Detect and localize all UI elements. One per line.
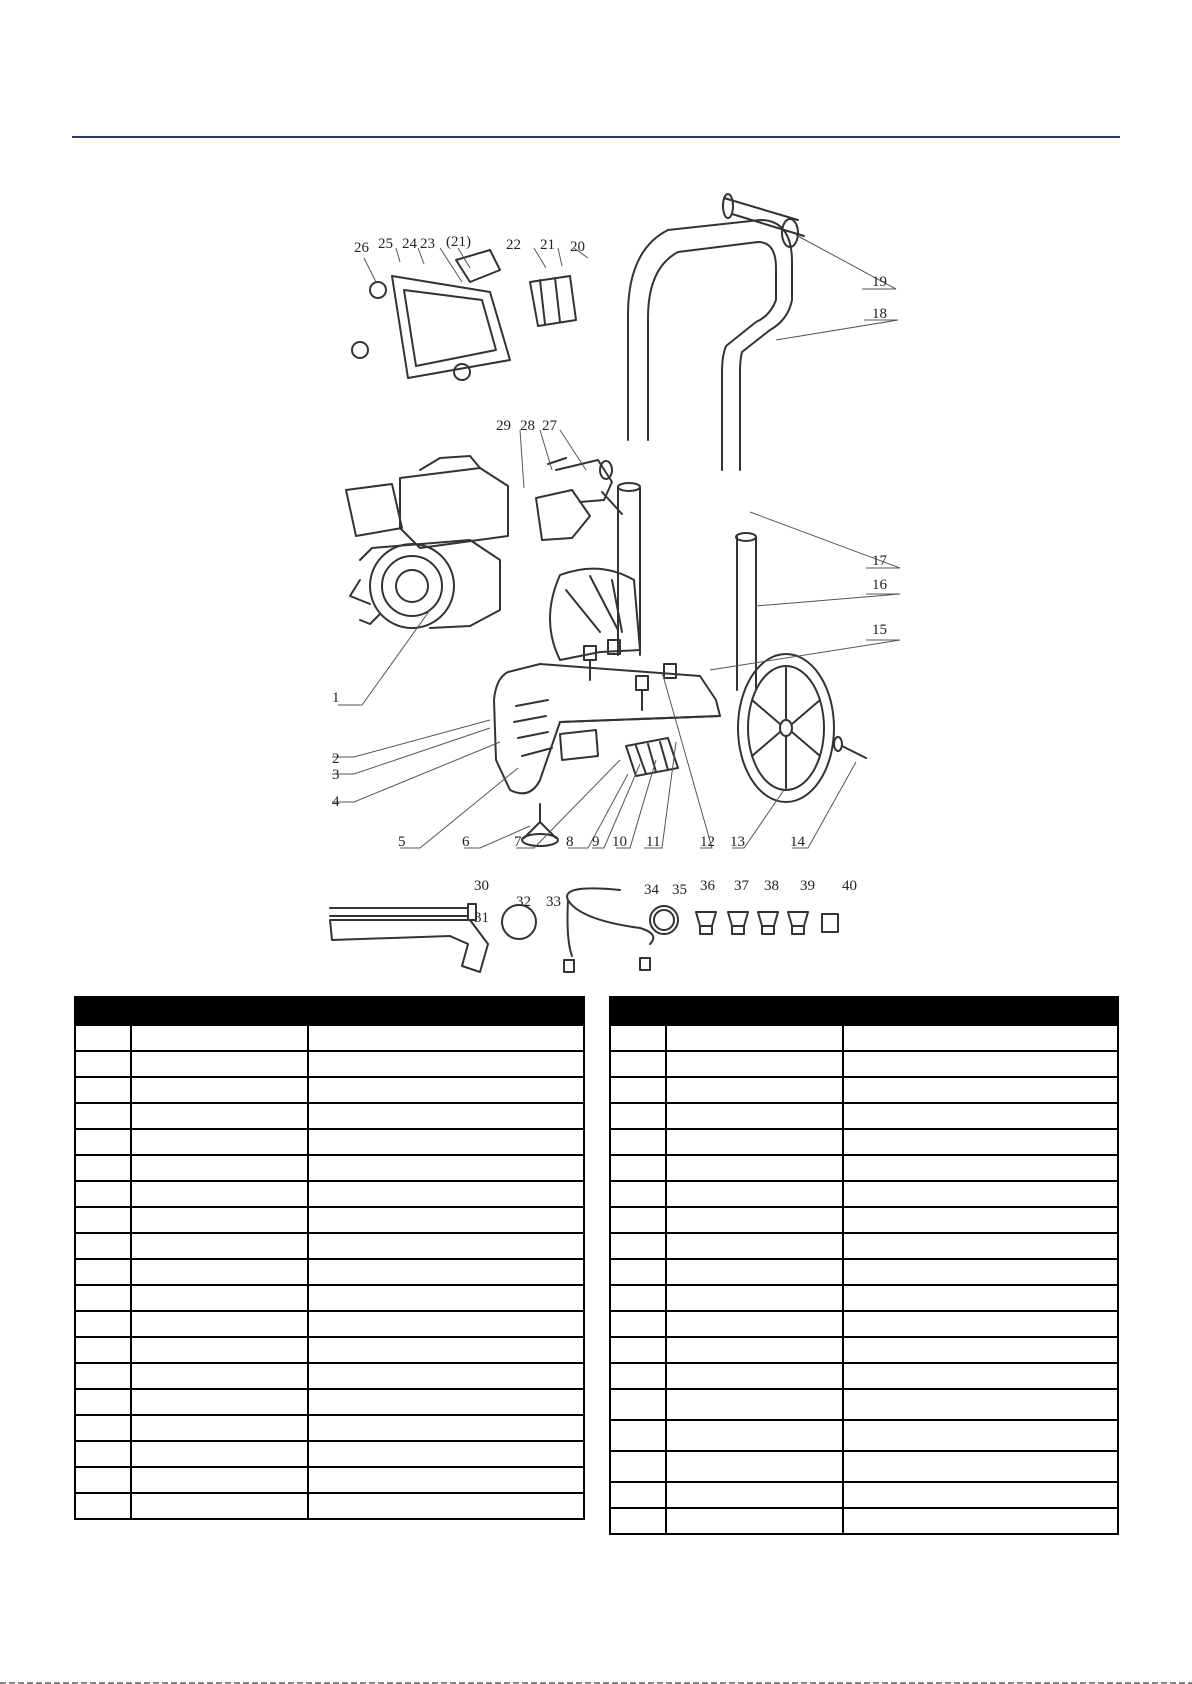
- callout-26: 26: [354, 240, 369, 256]
- table-cell: [131, 1103, 308, 1129]
- table-cell: [843, 1155, 1118, 1181]
- table-row: [610, 1233, 1118, 1259]
- table-cell: [843, 1181, 1118, 1207]
- table-row: [610, 1155, 1118, 1181]
- foot-parts: [522, 640, 676, 846]
- table-cell: [75, 1181, 131, 1207]
- table-cell: [75, 1025, 131, 1051]
- table-cell: [75, 1389, 131, 1415]
- control-panel-plate: [352, 250, 576, 380]
- table-cell: [308, 1259, 584, 1285]
- callout-32: 32: [516, 894, 531, 910]
- callout-1: 1: [332, 690, 340, 706]
- table-cell: [131, 1155, 308, 1181]
- table-row: [610, 1077, 1118, 1103]
- table-row: [75, 1363, 584, 1389]
- table-cell: [610, 1103, 666, 1129]
- table-cell: [308, 1233, 584, 1259]
- table-cell: [131, 1259, 308, 1285]
- table-cell: [610, 1311, 666, 1337]
- callout-5: 5: [398, 834, 406, 850]
- table-row: [610, 1508, 1118, 1534]
- wheel-front: [738, 654, 866, 802]
- table-cell: [308, 1415, 584, 1441]
- table-row: [610, 1129, 1118, 1155]
- table-cell: [666, 1482, 843, 1508]
- callout-labels: [332, 234, 888, 926]
- table-cell: [666, 1129, 843, 1155]
- table-cell: [131, 1337, 308, 1363]
- table-row: [75, 1493, 584, 1519]
- table-cell: [843, 1508, 1118, 1534]
- table-cell: [308, 1051, 584, 1077]
- table-cell: [308, 1467, 584, 1493]
- callout-31: 31: [474, 910, 489, 926]
- table-cell: [131, 1233, 308, 1259]
- callout-38: 38: [764, 878, 779, 894]
- table-cell: [75, 1467, 131, 1493]
- table-row: [75, 1103, 584, 1129]
- table-cell: [666, 1103, 843, 1129]
- table-row: [610, 1259, 1118, 1285]
- table-cell: [75, 1363, 131, 1389]
- table-cell: [666, 1025, 843, 1051]
- table-cell: [843, 1051, 1118, 1077]
- accessories: [330, 888, 838, 972]
- table-header: [75, 997, 584, 1025]
- table-cell: [308, 1181, 584, 1207]
- parts-table-right: [609, 996, 1119, 1535]
- table-cell: [131, 1025, 308, 1051]
- table-cell: [75, 1311, 131, 1337]
- table-cell: [131, 1051, 308, 1077]
- table-cell: [666, 1181, 843, 1207]
- table-cell: [666, 1311, 843, 1337]
- callout-4: 4: [332, 794, 340, 810]
- callout-36: 36: [700, 878, 715, 894]
- table-cell: [666, 1337, 843, 1363]
- callout-13: 13: [730, 834, 745, 850]
- table-cell: [308, 1285, 584, 1311]
- table-cell: [666, 1155, 843, 1181]
- callout-37: 37: [734, 878, 749, 894]
- table-row: [75, 1077, 584, 1103]
- table-row: [75, 1415, 584, 1441]
- callout-21-paren: (21): [446, 234, 471, 250]
- callout-30: 30: [474, 878, 489, 894]
- callout-28: 28: [520, 418, 535, 434]
- callout-15: 15: [872, 622, 887, 638]
- table-cell: [308, 1441, 584, 1467]
- table-cell: [610, 1181, 666, 1207]
- table-cell: [131, 1493, 308, 1519]
- callout-9: 9: [592, 834, 600, 850]
- callout-17: 17: [872, 553, 887, 569]
- table-cell: [843, 1259, 1118, 1285]
- callout-3: 3: [332, 767, 340, 783]
- table-cell: [843, 1233, 1118, 1259]
- table-cell: [843, 1363, 1118, 1389]
- table-row: [75, 1051, 584, 1077]
- table-cell: [308, 1363, 584, 1389]
- table-cell: [610, 1155, 666, 1181]
- table-row: [75, 1389, 584, 1415]
- table-row: [610, 1451, 1118, 1482]
- table-cell: [131, 1363, 308, 1389]
- table-row: [610, 1181, 1118, 1207]
- table-cell: [666, 1077, 843, 1103]
- table-cell: [75, 1337, 131, 1363]
- table-cell: [131, 1311, 308, 1337]
- table-cell: [666, 1285, 843, 1311]
- table-row: [610, 1420, 1118, 1451]
- callout-7: 7: [514, 834, 522, 850]
- table-cell: [843, 1207, 1118, 1233]
- callout-34: 34: [644, 882, 659, 898]
- table-cell: [308, 1493, 584, 1519]
- table-cell: [131, 1467, 308, 1493]
- table-cell: [308, 1337, 584, 1363]
- callout-24: 24: [402, 236, 417, 252]
- callout-11: 11: [646, 834, 661, 850]
- callout-22: 22: [506, 237, 521, 253]
- table-cell: [610, 1077, 666, 1103]
- callout-40: 40: [842, 878, 857, 894]
- table-cell: [131, 1285, 308, 1311]
- table-row: [75, 1233, 584, 1259]
- table-cell: [843, 1482, 1118, 1508]
- table-cell: [75, 1129, 131, 1155]
- callout-2: 2: [332, 751, 340, 767]
- table-cell: [610, 1420, 666, 1451]
- callout-16: 16: [872, 577, 887, 593]
- table-cell: [131, 1129, 308, 1155]
- table-body: [75, 1025, 584, 1519]
- table-cell: [75, 1233, 131, 1259]
- table-cell: [131, 1389, 308, 1415]
- table-row: [75, 1207, 584, 1233]
- table-cell: [843, 1077, 1118, 1103]
- table-row: [610, 1103, 1118, 1129]
- leader-lines: [332, 235, 900, 848]
- table-cell: [666, 1051, 843, 1077]
- table-cell: [308, 1389, 584, 1415]
- table-row: [610, 1337, 1118, 1363]
- table-cell: [610, 1482, 666, 1508]
- table-cell: [308, 1077, 584, 1103]
- table-row: [610, 1207, 1118, 1233]
- table-cell: [843, 1129, 1118, 1155]
- callout-19: 19: [872, 274, 887, 290]
- table-row: [75, 1259, 584, 1285]
- table-cell: [666, 1508, 843, 1534]
- table-cell: [75, 1103, 131, 1129]
- table-cell: [75, 1415, 131, 1441]
- table-cell: [843, 1103, 1118, 1129]
- table-body: [610, 1025, 1118, 1534]
- table-cell: [666, 1420, 843, 1451]
- table-cell: [666, 1259, 843, 1285]
- handle-frame: [618, 194, 804, 690]
- table-cell: [131, 1207, 308, 1233]
- callout-14: 14: [790, 834, 805, 850]
- parts-table-left: [74, 996, 585, 1520]
- table-cell: [610, 1025, 666, 1051]
- table-cell: [610, 1259, 666, 1285]
- table-cell: [610, 1285, 666, 1311]
- table-row: [75, 1129, 584, 1155]
- table-row: [75, 1285, 584, 1311]
- table-row: [75, 1181, 584, 1207]
- table-cell: [75, 1207, 131, 1233]
- table-cell: [610, 1233, 666, 1259]
- table-cell: [75, 1155, 131, 1181]
- table-cell: [610, 1389, 666, 1420]
- table-cell: [666, 1233, 843, 1259]
- table-row: [610, 1389, 1118, 1420]
- table-row: [610, 1363, 1118, 1389]
- table-cell: [610, 1051, 666, 1077]
- table-cell: [843, 1420, 1118, 1451]
- table-cell: [131, 1077, 308, 1103]
- table-cell: [75, 1493, 131, 1519]
- table-cell: [843, 1389, 1118, 1420]
- callout-8: 8: [566, 834, 574, 850]
- table-row: [610, 1311, 1118, 1337]
- table-cell: [75, 1259, 131, 1285]
- table-cell: [308, 1025, 584, 1051]
- table-row: [610, 1025, 1118, 1051]
- callout-35: 35: [672, 882, 687, 898]
- callout-12: 12: [700, 834, 715, 850]
- table-cell: [75, 1077, 131, 1103]
- table-cell: [75, 1051, 131, 1077]
- table-row: [75, 1311, 584, 1337]
- callout-25: 25: [378, 236, 393, 252]
- table-cell: [610, 1508, 666, 1534]
- table-row: [610, 1285, 1118, 1311]
- callout-27: 27: [542, 418, 557, 434]
- table-cell: [131, 1441, 308, 1467]
- callout-10: 10: [612, 834, 627, 850]
- table-cell: [666, 1363, 843, 1389]
- table-cell: [610, 1363, 666, 1389]
- table-cell: [131, 1415, 308, 1441]
- table-cell: [610, 1129, 666, 1155]
- table-cell: [308, 1103, 584, 1129]
- table-cell: [610, 1451, 666, 1482]
- table-header: [610, 997, 1118, 1025]
- table-row: [75, 1025, 584, 1051]
- table-row: [75, 1441, 584, 1467]
- table-cell: [843, 1451, 1118, 1482]
- table-cell: [666, 1451, 843, 1482]
- callout-21: 21: [540, 237, 555, 253]
- table-cell: [131, 1181, 308, 1207]
- callout-33: 33: [546, 894, 561, 910]
- callout-29: 29: [496, 418, 511, 434]
- table-cell: [610, 1337, 666, 1363]
- table-row: [75, 1467, 584, 1493]
- table-cell: [308, 1207, 584, 1233]
- table-cell: [843, 1025, 1118, 1051]
- table-cell: [75, 1285, 131, 1311]
- table-cell: [75, 1441, 131, 1467]
- table-cell: [308, 1129, 584, 1155]
- table-row: [610, 1482, 1118, 1508]
- callout-6: 6: [462, 834, 470, 850]
- engine: [346, 456, 508, 628]
- table-cell: [308, 1311, 584, 1337]
- table-cell: [666, 1389, 843, 1420]
- callout-18: 18: [872, 306, 887, 322]
- table-row: [610, 1051, 1118, 1077]
- table-row: [75, 1155, 584, 1181]
- table-cell: [666, 1207, 843, 1233]
- callout-23: 23: [420, 236, 435, 252]
- table-row: [75, 1337, 584, 1363]
- callout-20: 20: [570, 239, 585, 255]
- table-cell: [843, 1337, 1118, 1363]
- table-cell: [843, 1285, 1118, 1311]
- callout-39: 39: [800, 878, 815, 894]
- pump: [536, 458, 622, 540]
- table-cell: [843, 1311, 1118, 1337]
- table-cell: [610, 1207, 666, 1233]
- table-cell: [308, 1155, 584, 1181]
